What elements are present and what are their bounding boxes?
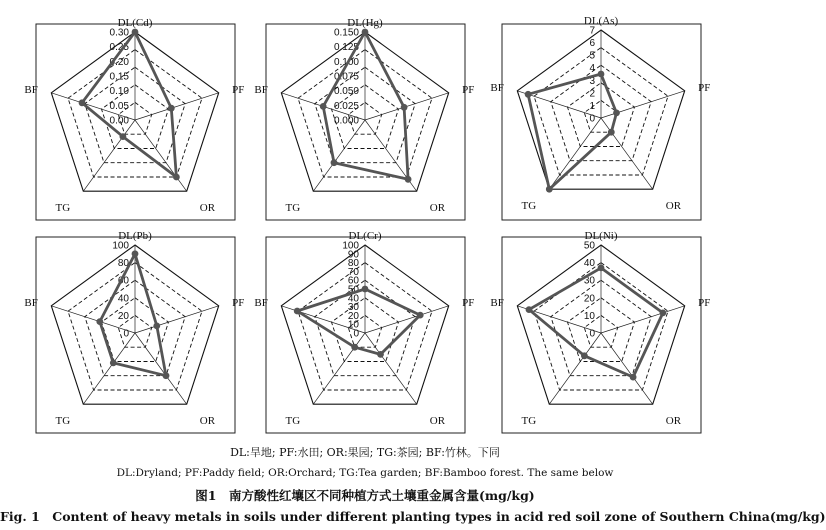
data-point-pb (132, 250, 139, 257)
data-point-as (608, 129, 615, 136)
tick-label-pb: 0 (123, 328, 129, 340)
data-point-ni (598, 265, 605, 272)
tick-label-cd: 0.15 (109, 71, 129, 83)
tick-label-hg: 0.100 (333, 56, 359, 68)
tick-label-ni: 30 (583, 275, 595, 287)
figure-caption-chinese: 图1 南方酸性红壤区不同种植方式土壤重金属含量(mg/kg) (195, 488, 535, 503)
tick-label-as: 1 (589, 100, 595, 112)
data-point-as (613, 110, 620, 117)
data-point-cd (132, 29, 139, 36)
axis-label-as: BF (490, 82, 504, 95)
data-point-hg (405, 176, 412, 183)
tick-label-cr: 80 (347, 258, 359, 270)
tick-label-as: 0 (589, 113, 595, 125)
tick-label-ni: 40 (583, 258, 595, 270)
tick-label-cd: 0.10 (109, 86, 129, 98)
axis-label-ni: DL(Ni) (584, 230, 618, 242)
data-point-ni (660, 310, 667, 317)
data-point-hg (320, 103, 327, 110)
tick-label-ni: 20 (583, 293, 595, 305)
axis-label-as: TG (521, 199, 537, 212)
tick-label-hg: 0.000 (333, 115, 359, 127)
tick-label-cr: 10 (347, 319, 359, 331)
radar-panel-pb (36, 237, 235, 433)
data-point-pb (110, 360, 117, 367)
tick-label-ni: 0 (589, 328, 595, 340)
axis-label-hg: PF (462, 84, 475, 97)
axis-label-hg: OR (429, 201, 446, 214)
data-point-ni (526, 306, 533, 313)
tick-label-cd: 0.20 (109, 56, 129, 68)
tick-label-pb: 20 (117, 310, 129, 322)
axis-label-pb: OR (199, 414, 216, 427)
axis-label-cr: TG (285, 414, 301, 427)
legend-chinese: DL:旱地; PF:水田; OR:果园; TG:茶园; BF:竹林。下同 (230, 446, 500, 459)
axis-label-cd: OR (199, 201, 216, 214)
radar-panel-as (502, 24, 701, 220)
axis-label-cd: BF (24, 84, 38, 97)
tick-label-hg: 0.075 (333, 71, 359, 83)
axis-label-cd: DL(Cd) (117, 17, 153, 29)
axis-label-hg: DL(Hg) (347, 17, 383, 29)
axis-label-cr: OR (429, 414, 446, 427)
tick-label-cr: 60 (347, 275, 359, 287)
axis-label-cr: BF (254, 297, 268, 310)
data-point-cd (173, 174, 180, 181)
axis-label-pb: BF (24, 297, 38, 310)
tick-label-cr: 70 (347, 266, 359, 278)
tick-label-pb: 80 (117, 258, 129, 270)
axis-label-cr: DL(Cr) (348, 230, 382, 242)
tick-label-pb: 40 (117, 293, 129, 305)
tick-label-pb: 100 (112, 240, 129, 252)
axis-label-as: PF (698, 82, 711, 95)
tick-label-hg: 0.125 (333, 42, 359, 54)
tick-label-cr: 90 (347, 249, 359, 261)
axis-label-as: OR (665, 199, 682, 212)
axis-label-ni: BF (490, 297, 504, 310)
axis-label-ni: OR (665, 414, 682, 427)
axis-label-pb: TG (55, 414, 71, 427)
tick-label-as: 7 (589, 25, 595, 37)
tick-label-as: 5 (589, 50, 595, 62)
tick-label-cd: 0.25 (109, 42, 129, 54)
tick-label-cd: 0.30 (109, 27, 129, 39)
data-point-ni (630, 374, 637, 381)
tick-label-hg: 0.025 (333, 100, 359, 112)
axis-label-ni: PF (698, 297, 711, 310)
data-point-cr (417, 312, 424, 319)
axis-label-pb: DL(Pb) (118, 230, 152, 242)
tick-label-cr: 40 (347, 293, 359, 305)
data-point-as (525, 91, 532, 98)
axis-label-hg: TG (285, 201, 301, 214)
tick-label-cd: 0.05 (109, 100, 129, 112)
axis-label-as: DL(As) (583, 15, 619, 27)
data-point-hg (331, 159, 338, 166)
tick-label-cr: 100 (342, 240, 359, 252)
legend-english: DL:Dryland; PF:Paddy field; OR:Orchard; TG:Tea garden; BF:Bamboo forest. The same below (116, 467, 614, 479)
tick-label-hg: 0.050 (333, 86, 359, 98)
radar-panel-cr (266, 237, 465, 433)
tick-label-as: 3 (589, 75, 595, 87)
tick-label-as: 2 (589, 88, 595, 100)
data-point-as (598, 71, 605, 78)
tick-label-pb: 60 (117, 275, 129, 287)
axis-label-pb: PF (232, 297, 245, 310)
data-point-ni (581, 352, 588, 359)
data-point-cd (120, 133, 127, 140)
data-point-cr (351, 344, 358, 351)
tick-label-cr: 50 (347, 284, 359, 296)
tick-label-as: 4 (589, 63, 595, 75)
data-point-cr (377, 351, 384, 358)
axis-label-cr: PF (462, 297, 475, 310)
tick-label-as: 6 (589, 38, 595, 50)
data-point-pb (96, 318, 103, 325)
tick-label-cr: 0 (353, 328, 359, 340)
figure-caption-english: Fig. 1 Content of heavy metals in soils under different planting types in acid red soil zone of Southern China(mg/kg) (0, 509, 826, 524)
axis-label-ni: TG (521, 414, 537, 427)
data-point-hg (362, 29, 369, 36)
tick-label-ni: 10 (583, 310, 595, 322)
tick-label-cd: 0.00 (109, 115, 129, 127)
radar-panel-cd (36, 24, 235, 220)
data-point-pb (163, 372, 170, 379)
axis-label-cd: PF (232, 84, 245, 97)
data-point-hg (401, 104, 408, 111)
data-point-cr (294, 308, 301, 315)
data-point-cr (362, 286, 369, 293)
axis-label-hg: BF (254, 84, 268, 97)
axis-label-cd: TG (55, 201, 71, 214)
data-point-cd (168, 105, 175, 112)
data-point-cd (79, 99, 86, 106)
tick-label-ni: 50 (583, 240, 595, 252)
data-point-pb (153, 323, 160, 330)
radar-panel-hg (266, 24, 465, 220)
tick-label-cr: 20 (347, 310, 359, 322)
data-point-as (546, 186, 553, 193)
tick-label-hg: 0.150 (333, 27, 359, 39)
tick-label-cr: 30 (347, 302, 359, 314)
